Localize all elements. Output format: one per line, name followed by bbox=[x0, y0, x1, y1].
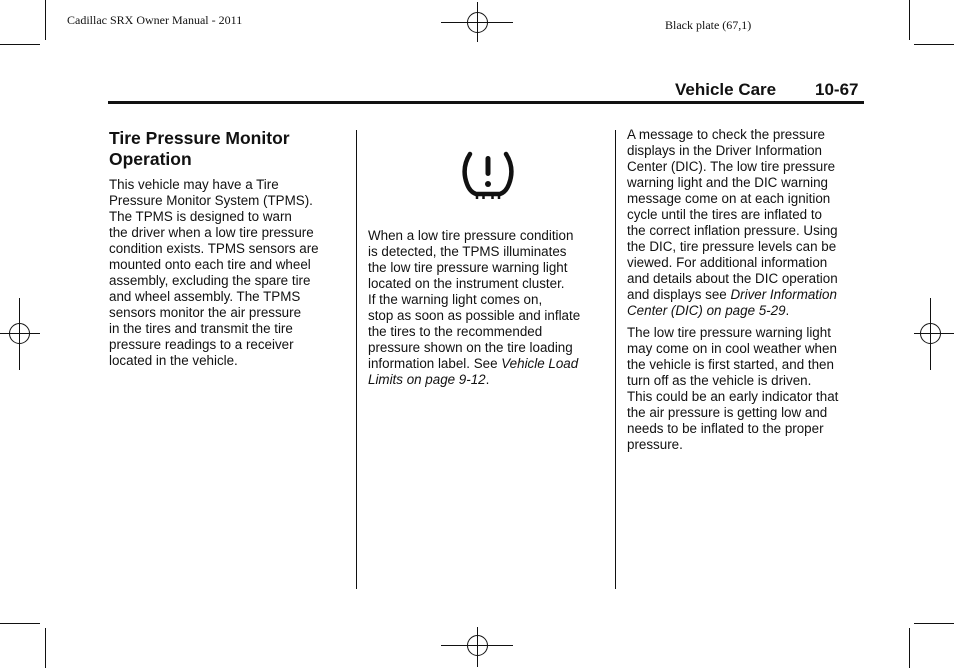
body-paragraph: The low tire pressure warning light may come on in cool weather when the vehicle is first started, and then turn off as the vehicle is driven. This could be an early indicator that the air pressure is getting low and needs to be inflated to the proper pressure. bbox=[627, 325, 839, 452]
page-number: 10-67 bbox=[815, 80, 859, 99]
cross-reference: Limits on page 9-12 bbox=[368, 372, 486, 387]
crop-mark bbox=[0, 44, 40, 45]
section-title: Vehicle Care bbox=[675, 80, 777, 99]
print-header-left: Cadillac SRX Owner Manual - 2011 bbox=[67, 13, 243, 27]
column-2 bbox=[368, 228, 580, 394]
cross-reference: Driver Information bbox=[730, 287, 837, 302]
crop-mark bbox=[0, 623, 40, 624]
crop-mark bbox=[45, 0, 46, 40]
print-header-right: Black plate (67,1) bbox=[665, 18, 752, 32]
crop-mark bbox=[909, 628, 910, 668]
column-3 bbox=[627, 127, 838, 459]
body-paragraph: When a low tire pressure condition is detected, the TPMS illuminates the low tire pressure warning light located on the instrument cluster. If the warning light comes on, stop as soon as possible and inflate the tires to the recommended pressure shown on the tire loading information label. See Vehicle Load Limits on page 9-12. bbox=[368, 228, 581, 387]
crop-mark bbox=[914, 44, 954, 45]
cross-reference: Vehicle Load bbox=[501, 356, 579, 371]
crop-mark bbox=[914, 623, 954, 624]
body-paragraph: A message to check the pressure displays in the Driver Information Center (DIC). The low tire pressure warning light and the DIC warning message come on at each ignition cycle until the tires are inflated to the correct inflation pressure. Using the DIC, tire pressure levels can be viewed. For additional information and details about the DIC operation and displays see Driver Information Center (DIC) on page 5-29. bbox=[627, 127, 838, 318]
column-divider bbox=[615, 130, 616, 589]
crop-mark bbox=[909, 0, 910, 40]
column-1 bbox=[109, 128, 319, 375]
subsection-title: Tire Pressure Monitor Operation bbox=[109, 128, 290, 169]
tire-pressure-warning-icon bbox=[460, 148, 516, 202]
crop-mark bbox=[45, 628, 46, 668]
header-rule bbox=[108, 101, 864, 104]
column-divider bbox=[356, 130, 357, 589]
body-paragraph: This vehicle may have a Tire Pressure Monitor System (TPMS). The TPMS is designed to warn the driver when a low tire pressure condition exists. TPMS sensors are mounted onto each tire and wheel assembly, excluding the spare tire and wheel assembly. The TPMS sensors monitor the air pressure in the tires and transmit the tire pressure readings to a receiver located in the vehicle. bbox=[109, 177, 319, 368]
cross-reference: Center (DIC) on page 5-29 bbox=[627, 303, 786, 318]
